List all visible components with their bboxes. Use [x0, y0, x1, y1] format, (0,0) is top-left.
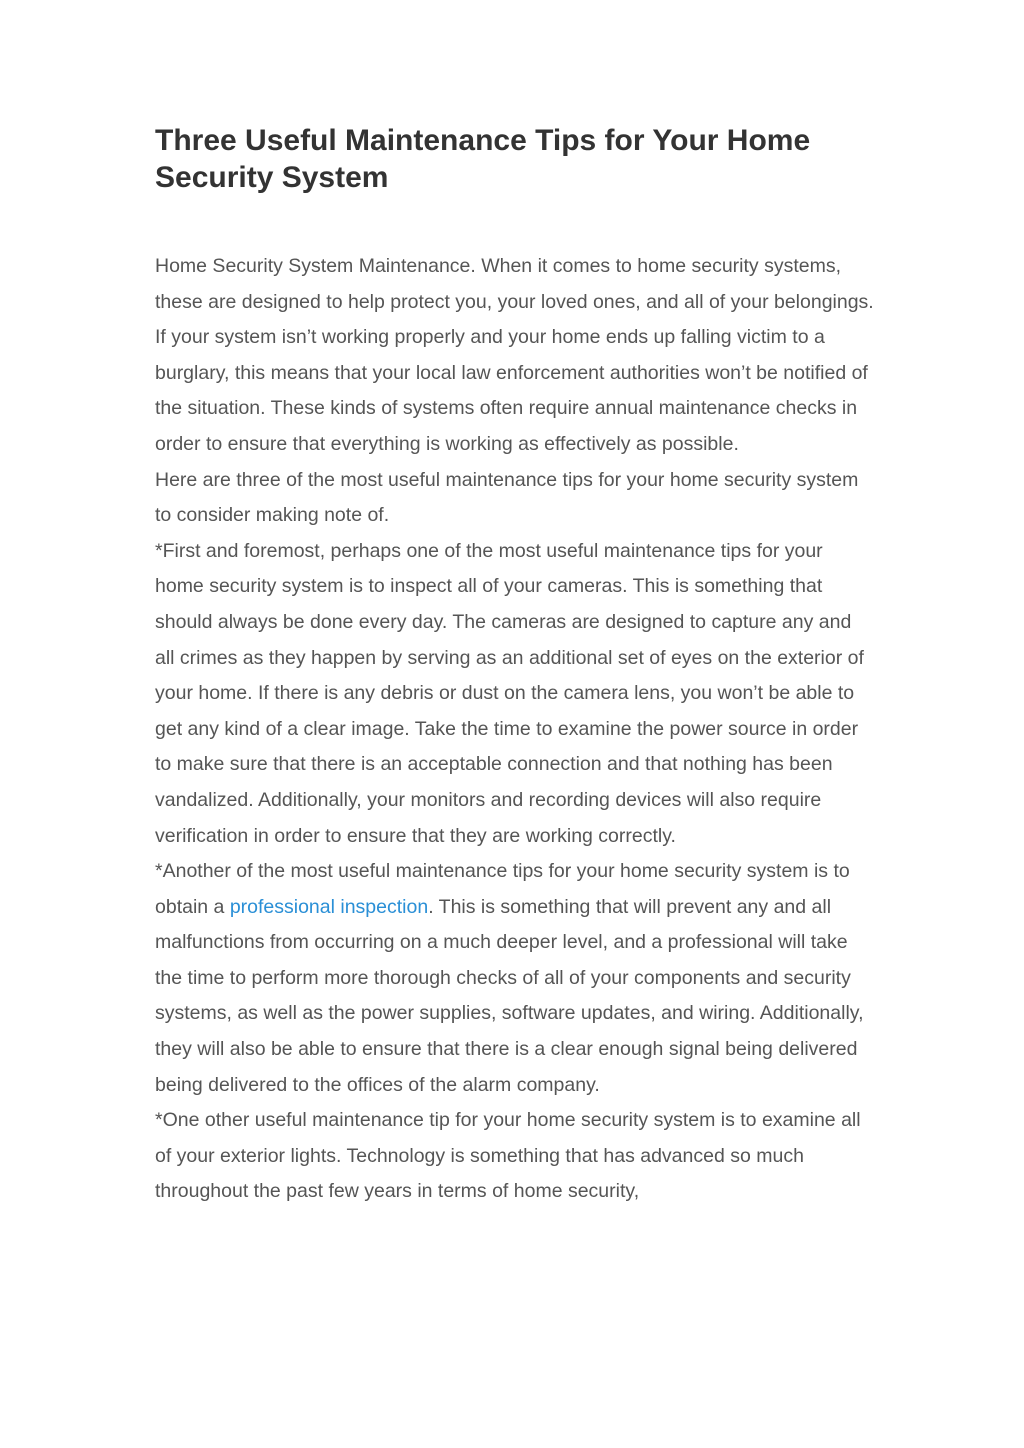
tip-inspection-paragraph [155, 854, 875, 1103]
document-body [155, 249, 875, 1210]
tip-lights-paragraph: *One other useful maintenance tip for your home security system is to examine all of your exterior lights. Technology is something that has advanced so much throughout the past few years in terms of home security, [155, 1109, 861, 1203]
document-title: Three Useful Maintenance Tips for Your Home Security System [155, 124, 811, 194]
tip-inspection-text-before: *Another of the most useful maintenance tips for your home security system is to obtain a [155, 860, 850, 918]
professional-inspection-link[interactable]: professional inspection [229, 895, 429, 918]
tips-intro-paragraph: Here are three of the most useful maintenance tips for your home security system to consider making note of. [155, 468, 859, 527]
document-page [155, 122, 875, 1210]
tip-inspection-text-after: . This is something that will prevent any and all malfunctions from occurring on a much deeper level, and a professional will take the time to perform more thorough checks of all of your components and security systems, as well as the power supplies, software updates, and wiring. Additionally, they will also be able to ensure that there is a clear enough signal being delivered being delivered to the offices of the alarm company. [155, 895, 864, 1096]
tip-cameras-paragraph: *First and foremost, perhaps one of the most useful maintenance tips for your home security system is to inspect all of your cameras. This is something that should always be done every day. The cameras are designed to capture any and all crimes as they happen by serving as an additional set of eyes on the exterior of your home. If there is any debris or dust on the camera lens, you won’t be able to get any kind of a clear image. Take the time to examine the power source in order to make sure that there is an acceptable connection and that nothing has been vandalized. Additionally, your monitors and recording devices will also require verification in order to ensure that they are working correctly. [155, 539, 864, 847]
intro-paragraph: Home Security System Maintenance. When it comes to home security systems, these are designed to help protect you, your loved ones, and all of your belongings. If your system isn’t working properly and your home ends up falling victim to a burglary, this means that your local law enforcement authorities won’t be notified of the situation. These kinds of systems often require annual maintenance checks in order to ensure that everything is working as effectively as possible. [155, 255, 874, 455]
